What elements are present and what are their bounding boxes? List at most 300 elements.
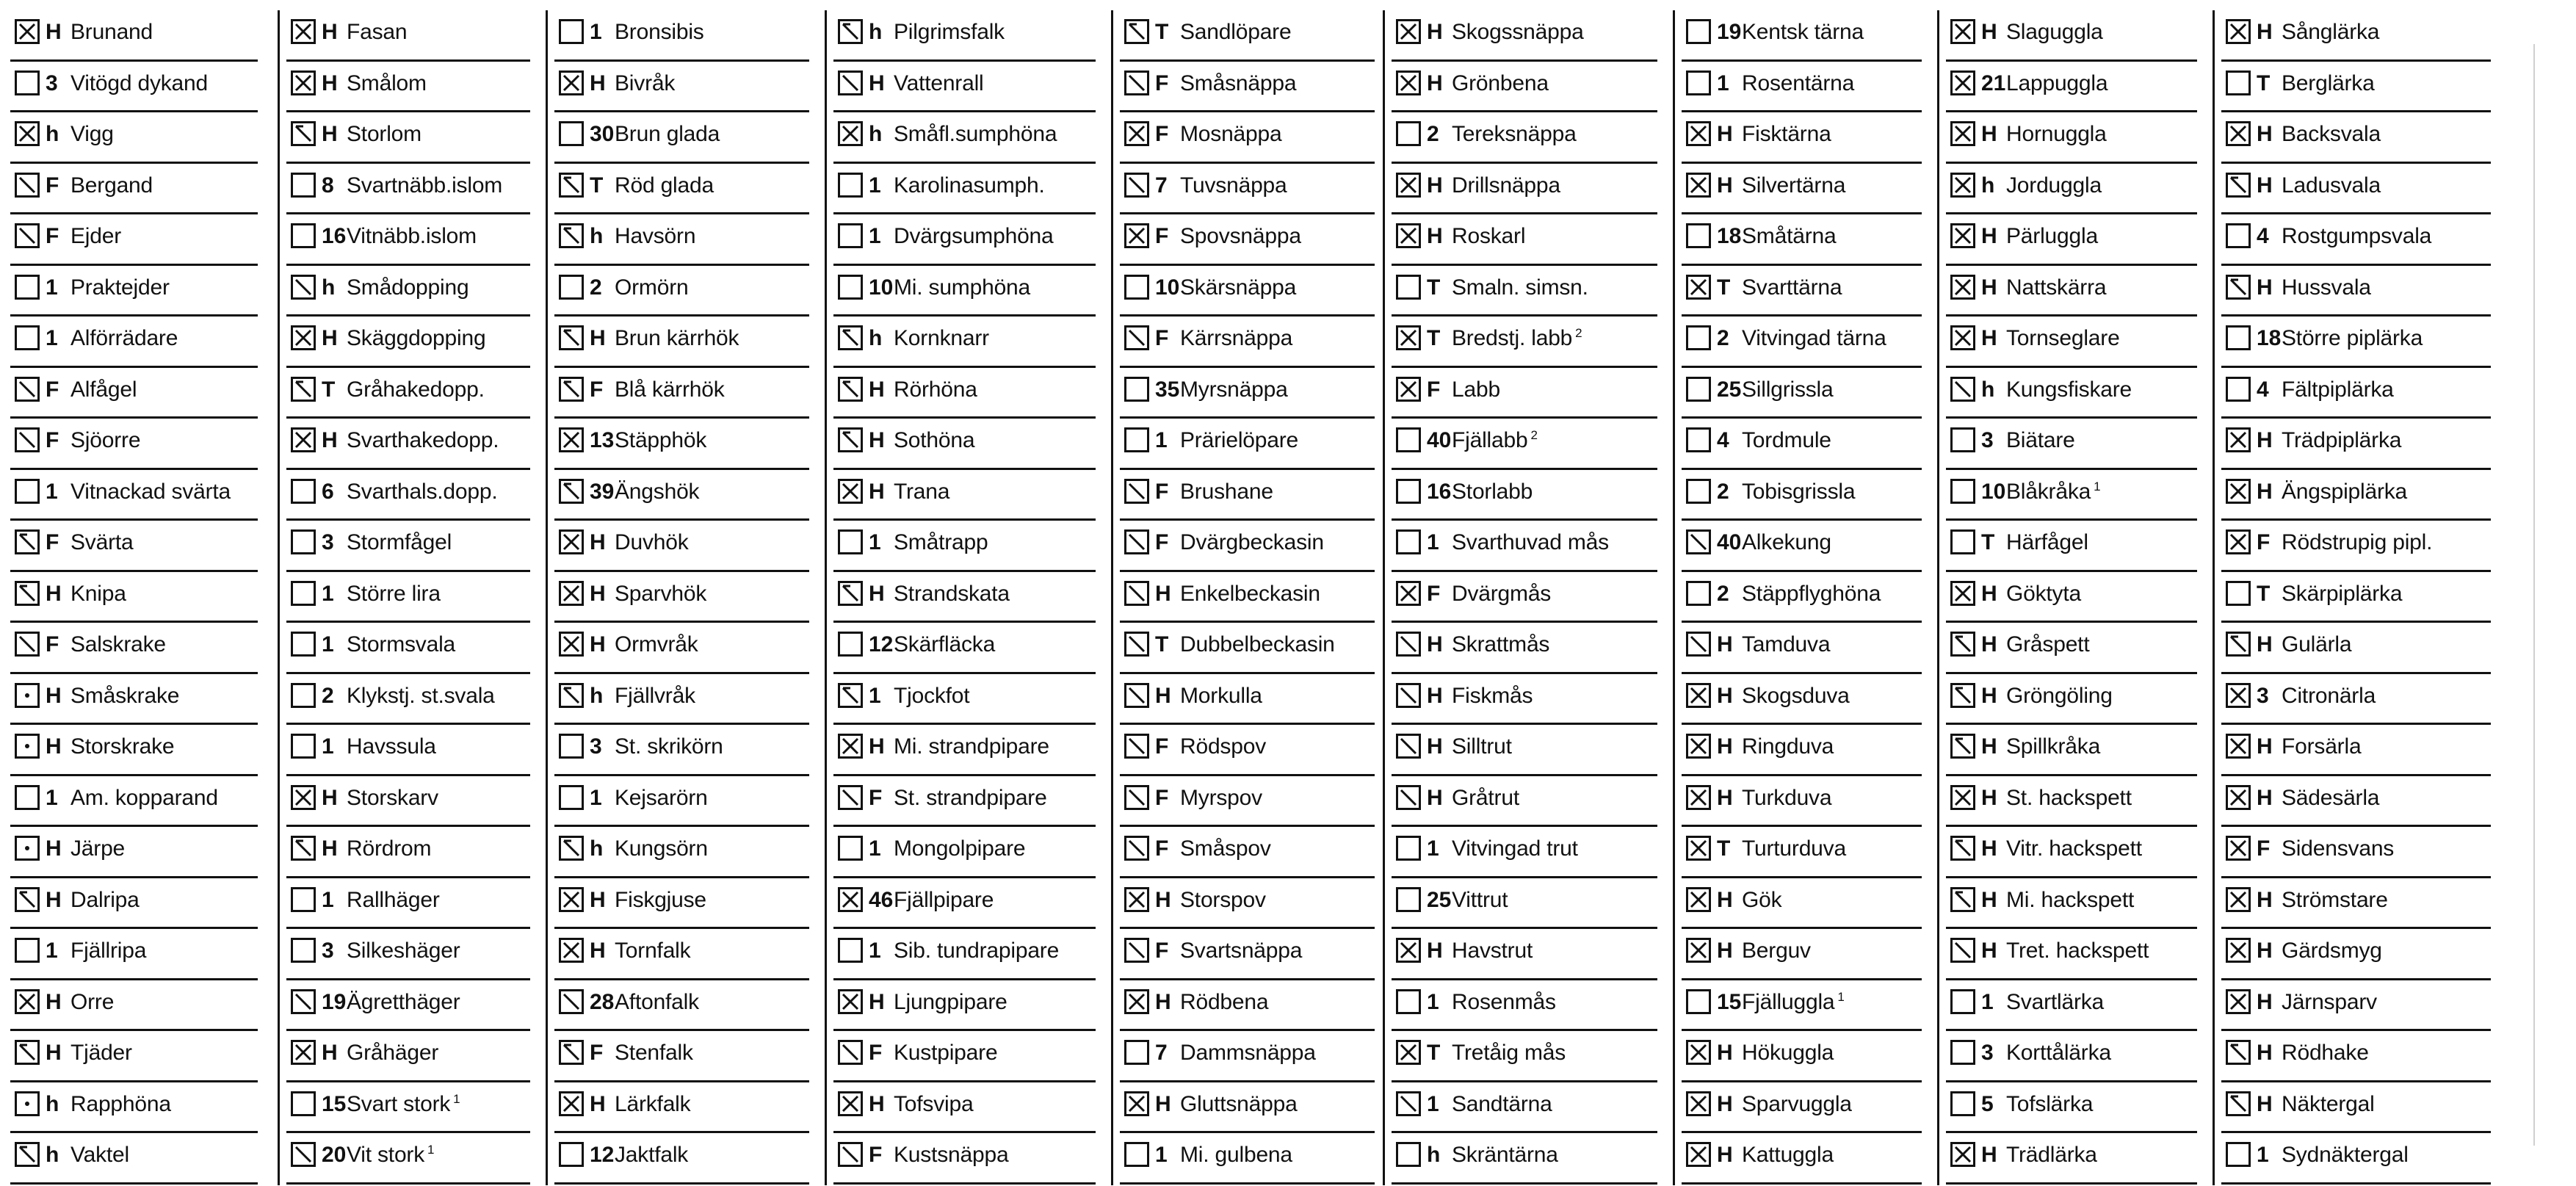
species-name: Jorduggla [2006, 173, 2102, 198]
checkbox-cross-icon[interactable] [1686, 1091, 1711, 1116]
species-name: Sillgrissla [1742, 377, 1834, 402]
status-code: F [46, 632, 59, 657]
checkbox-empty-icon[interactable] [1686, 427, 1711, 452]
checkbox-empty-icon[interactable] [559, 1142, 584, 1167]
checkbox-slash-icon[interactable] [838, 1142, 863, 1167]
status-code: h [1981, 377, 1995, 402]
checkbox-empty-icon[interactable] [2226, 325, 2251, 350]
checkbox-empty-icon[interactable] [15, 70, 40, 95]
checkbox-check-icon[interactable] [15, 581, 40, 606]
checkbox-cross-icon[interactable] [2226, 938, 2251, 963]
species-row-hökuggla [1682, 1031, 1922, 1082]
checkbox-empty-icon[interactable] [1124, 1142, 1149, 1167]
species-name: Ägretthäger [347, 989, 460, 1014]
checkbox-check-icon[interactable] [838, 377, 863, 402]
checkbox-cross-icon[interactable] [1686, 938, 1711, 963]
checkbox-cross-icon[interactable] [291, 19, 316, 44]
checkbox-cross-icon[interactable] [291, 70, 316, 95]
status-code: 3 [1981, 428, 1994, 452]
status-code: h [46, 1143, 59, 1167]
status-code: 3 [322, 530, 334, 554]
checkbox-empty-icon[interactable] [1396, 275, 1421, 300]
status-code: 1 [1155, 1143, 1168, 1167]
checkbox-check-icon[interactable] [838, 325, 863, 350]
checkbox-cross-icon[interactable] [559, 70, 584, 95]
status-code: H [1427, 70, 1443, 95]
checkbox-cross-icon[interactable] [1950, 173, 1975, 198]
species-row-småspov [1120, 827, 1375, 878]
checkbox-empty-icon[interactable] [291, 581, 316, 606]
checkbox-cross-icon[interactable] [1124, 887, 1149, 912]
species-row-fjällabb [1392, 419, 1657, 470]
checkbox-cross-icon[interactable] [2226, 121, 2251, 146]
checkbox-empty-icon[interactable] [1124, 1040, 1149, 1065]
checkbox-cross-icon[interactable] [559, 938, 584, 963]
status-code: 1 [1717, 70, 1729, 95]
checkbox-empty-icon[interactable] [291, 734, 316, 759]
species-row-ormörn [554, 266, 809, 317]
checkbox-slash-icon[interactable] [1950, 938, 1975, 963]
status-code: H [2257, 785, 2273, 810]
status-code: H [590, 530, 606, 554]
checkbox-cross-icon[interactable] [1950, 19, 1975, 44]
checkbox-dot-icon[interactable] [15, 836, 40, 861]
checkbox-slash-icon[interactable] [1396, 1091, 1421, 1116]
species-row-smaln-simsn [1392, 266, 1657, 317]
status-code: 1 [1981, 989, 1994, 1014]
status-code: T [1717, 275, 1731, 300]
checkbox-check-icon[interactable] [15, 1040, 40, 1065]
species-name: Rallhäger [347, 887, 440, 912]
species-name: Lärkfalk [615, 1091, 691, 1116]
checkbox-slash-icon[interactable] [838, 70, 863, 95]
checkbox-slash-icon[interactable] [1124, 70, 1149, 95]
status-code: H [2257, 939, 2273, 963]
checkbox-check-icon[interactable] [838, 581, 863, 606]
checkbox-empty-icon[interactable] [1686, 989, 1711, 1014]
checkbox-empty-icon[interactable] [838, 275, 863, 300]
checkbox-cross-icon[interactable] [838, 989, 863, 1014]
checkbox-empty-icon[interactable] [1686, 479, 1711, 504]
checkbox-empty-icon[interactable] [1950, 479, 1975, 504]
checkbox-check-icon[interactable] [15, 1142, 40, 1167]
checkbox-check-icon[interactable] [1950, 683, 1975, 708]
checkbox-empty-icon[interactable] [1950, 427, 1975, 452]
species-name: Gök [1742, 887, 1782, 912]
checkbox-empty-icon[interactable] [15, 325, 40, 350]
checkbox-empty-icon[interactable] [559, 734, 584, 759]
status-code: 20 [322, 1143, 347, 1167]
checkbox-check-icon[interactable] [15, 529, 40, 554]
checkbox-empty-icon[interactable] [1950, 1091, 1975, 1116]
status-code: 2 [1717, 326, 1729, 350]
checkbox-cross-icon[interactable] [1686, 173, 1711, 198]
checkbox-slash-icon[interactable] [1124, 836, 1149, 861]
checkbox-empty-icon[interactable] [1124, 275, 1149, 300]
species-name: Mosnäppa [1180, 122, 1282, 146]
checkbox-empty-icon[interactable] [2226, 581, 2251, 606]
checkbox-empty-icon[interactable] [1396, 1142, 1421, 1167]
status-code: H [2257, 734, 2273, 759]
checkbox-empty-icon[interactable] [559, 785, 584, 810]
checkbox-cross-icon[interactable] [1950, 325, 1975, 350]
checkbox-cross-icon[interactable] [1686, 836, 1711, 861]
checkbox-cross-icon[interactable] [1950, 223, 1975, 248]
species-name: Am. kopparand [70, 785, 218, 810]
species-name: Dvärgmås [1452, 581, 1552, 606]
species-row-dubbelbeckasin [1120, 623, 1375, 674]
species-name: Skräntärna [1452, 1143, 1558, 1167]
checkbox-empty-icon[interactable] [291, 632, 316, 657]
checkbox-cross-icon[interactable] [1124, 989, 1149, 1014]
species-row-fasan [286, 10, 530, 62]
checkbox-slash-icon[interactable] [1124, 325, 1149, 350]
species-name: Dalripa [70, 887, 140, 912]
checkbox-cross-icon[interactable] [2226, 734, 2251, 759]
checkbox-cross-icon[interactable] [1396, 377, 1421, 402]
checkbox-check-icon[interactable] [1950, 734, 1975, 759]
checkbox-check-icon[interactable] [559, 173, 584, 198]
checkbox-dot-icon[interactable] [15, 1091, 40, 1116]
checkbox-cross-icon[interactable] [2226, 836, 2251, 861]
checkbox-cross-icon[interactable] [1686, 275, 1711, 300]
checkbox-empty-icon[interactable] [1396, 529, 1421, 554]
checkbox-slash-icon[interactable] [1124, 632, 1149, 657]
checkbox-cross-icon[interactable] [2226, 19, 2251, 44]
checkbox-cross-icon[interactable] [1950, 70, 1975, 95]
species-name: Fjällpipare [894, 887, 994, 912]
checkbox-empty-icon[interactable] [838, 938, 863, 963]
checkbox-empty-icon[interactable] [1686, 223, 1711, 248]
checkbox-empty-icon[interactable] [2226, 223, 2251, 248]
species-row-havstrut [1392, 929, 1657, 980]
checkbox-slash-icon[interactable] [15, 377, 40, 402]
checkbox-empty-icon[interactable] [291, 938, 316, 963]
checkbox-empty-icon[interactable] [838, 632, 863, 657]
checkbox-slash-icon[interactable] [1950, 377, 1975, 402]
checkbox-cross-icon[interactable] [2226, 785, 2251, 810]
species-row-tobisgrissla [1682, 470, 1922, 521]
status-code: 7 [1155, 1041, 1168, 1065]
species-name: Bivråk [615, 70, 676, 95]
species-name: Fiskgjuse [615, 887, 706, 912]
checkbox-cross-icon[interactable] [559, 1091, 584, 1116]
checkbox-empty-icon[interactable] [838, 173, 863, 198]
checkbox-cross-icon[interactable] [1950, 1142, 1975, 1167]
checkbox-slash-icon[interactable] [1396, 785, 1421, 810]
checkbox-slash-icon[interactable] [1124, 581, 1149, 606]
checkbox-empty-icon[interactable] [2226, 70, 2251, 95]
checkbox-slash-icon[interactable] [1686, 632, 1711, 657]
checkbox-slash-icon[interactable] [1124, 734, 1149, 759]
species-row-tretåig-mås [1392, 1031, 1657, 1082]
checkbox-cross-icon[interactable] [1686, 121, 1711, 146]
species-row-stäpphök [554, 419, 809, 470]
checkbox-empty-icon[interactable] [291, 479, 316, 504]
species-name: Dubbelbeckasin [1180, 632, 1335, 657]
status-code: h [46, 1091, 59, 1116]
checkbox-cross-icon[interactable] [1396, 325, 1421, 350]
checkbox-cross-icon[interactable] [1396, 1040, 1421, 1065]
species-row-dalripa [10, 878, 258, 930]
species-row-stenfalk [554, 1031, 809, 1082]
checkbox-empty-icon[interactable] [1686, 19, 1711, 44]
checkbox-check-icon[interactable] [1950, 632, 1975, 657]
checkbox-empty-icon[interactable] [1686, 377, 1711, 402]
status-code: H [1981, 683, 1997, 708]
checkbox-cross-icon[interactable] [1950, 581, 1975, 606]
species-row-karolinasumph [833, 164, 1096, 215]
status-code: 2 [1427, 122, 1439, 146]
checkbox-cross-icon[interactable] [1396, 70, 1421, 95]
species-row-myrsnäppa [1120, 368, 1375, 419]
checkbox-check-icon[interactable] [559, 377, 584, 402]
checkbox-slash-icon[interactable] [1124, 479, 1149, 504]
checkbox-slash-icon[interactable] [15, 632, 40, 657]
checkbox-cross-icon[interactable] [1950, 785, 1975, 810]
species-row-prärielöpare [1120, 419, 1375, 470]
species-name: Gluttsnäppa [1180, 1091, 1298, 1116]
checkbox-cross-icon[interactable] [2226, 427, 2251, 452]
species-row-sydnäktergal [2221, 1133, 2491, 1185]
status-code: H [2257, 122, 2273, 146]
checkbox-empty-icon[interactable] [1686, 581, 1711, 606]
checkbox-dot-icon[interactable] [15, 734, 40, 759]
checkbox-cross-icon[interactable] [1124, 223, 1149, 248]
checkbox-empty-icon[interactable] [1124, 377, 1149, 402]
checkbox-cross-icon[interactable] [838, 121, 863, 146]
checkbox-check-icon[interactable] [2226, 1040, 2251, 1065]
checkbox-slash-icon[interactable] [1124, 683, 1149, 708]
checklist-column [554, 10, 822, 1185]
checkbox-empty-icon[interactable] [1396, 989, 1421, 1014]
checkbox-cross-icon[interactable] [1124, 121, 1149, 146]
checkbox-cross-icon[interactable] [2226, 529, 2251, 554]
footnote-marker: 1 [2094, 479, 2101, 493]
checkbox-slash-icon[interactable] [1124, 785, 1149, 810]
species-row-ängshök [554, 470, 809, 521]
checkbox-empty-icon[interactable] [1950, 529, 1975, 554]
checkbox-cross-icon[interactable] [838, 1091, 863, 1116]
checkbox-empty-icon[interactable] [1396, 836, 1421, 861]
checkbox-empty-icon[interactable] [2226, 377, 2251, 402]
checkbox-cross-icon[interactable] [1686, 785, 1711, 810]
species-row-gluttsnäppa [1120, 1082, 1375, 1134]
checkbox-slash-icon[interactable] [1124, 173, 1149, 198]
checkbox-empty-icon[interactable] [291, 887, 316, 912]
checkbox-check-icon[interactable] [838, 683, 863, 708]
checkbox-check-icon[interactable] [291, 836, 316, 861]
checkbox-cross-icon[interactable] [559, 529, 584, 554]
checkbox-empty-icon[interactable] [291, 223, 316, 248]
species-row-vittrut [1392, 878, 1657, 930]
checkbox-slash-icon[interactable] [1686, 529, 1711, 554]
checkbox-check-icon[interactable] [559, 325, 584, 350]
species-name: Turturduva [1742, 836, 1846, 861]
status-code: H [1427, 939, 1443, 963]
checkbox-empty-icon[interactable] [1686, 325, 1711, 350]
checkbox-cross-icon[interactable] [1124, 1091, 1149, 1116]
checkbox-slash-icon[interactable] [838, 785, 863, 810]
species-row-forsärla [2221, 725, 2491, 776]
checkbox-empty-icon[interactable] [2226, 1142, 2251, 1167]
checkbox-slash-icon[interactable] [1396, 734, 1421, 759]
checkbox-cross-icon[interactable] [1396, 173, 1421, 198]
checkbox-empty-icon[interactable] [838, 529, 863, 554]
checkbox-cross-icon[interactable] [1686, 887, 1711, 912]
species-row-dvärgmås [1392, 572, 1657, 623]
species-row-vitnäbb-islom [286, 214, 530, 266]
checkbox-check-icon[interactable] [2226, 173, 2251, 198]
species-row-pärluggla [1946, 214, 2197, 266]
checkbox-cross-icon[interactable] [838, 887, 863, 912]
checkbox-empty-icon[interactable] [838, 836, 863, 861]
species-name: Mongolpipare [894, 836, 1026, 861]
checkbox-empty-icon[interactable] [559, 275, 584, 300]
species-row-stormfågel [286, 521, 530, 572]
checkbox-check-icon[interactable] [559, 836, 584, 861]
checkbox-empty-icon[interactable] [1396, 887, 1421, 912]
checkbox-check-icon[interactable] [559, 1040, 584, 1065]
checkbox-check-icon[interactable] [2226, 632, 2251, 657]
checkbox-slash-icon[interactable] [1396, 632, 1421, 657]
species-row-knipa [10, 572, 258, 623]
checkbox-cross-icon[interactable] [2226, 989, 2251, 1014]
checkbox-check-icon[interactable] [559, 223, 584, 248]
checkbox-check-icon[interactable] [838, 427, 863, 452]
checkbox-empty-icon[interactable] [291, 173, 316, 198]
checkbox-cross-icon[interactable] [559, 887, 584, 912]
checkbox-check-icon[interactable] [1124, 19, 1149, 44]
checkbox-slash-icon[interactable] [291, 1142, 316, 1167]
species-row-trädlärka [1946, 1133, 2197, 1185]
checkbox-check-icon[interactable] [559, 683, 584, 708]
checkbox-cross-icon[interactable] [1686, 683, 1711, 708]
status-code: H [590, 632, 606, 657]
checkbox-slash-icon[interactable] [15, 173, 40, 198]
checkbox-empty-icon[interactable] [1950, 989, 1975, 1014]
checkbox-cross-icon[interactable] [1396, 19, 1421, 44]
species-row-storskarv [286, 776, 530, 828]
checkbox-empty-icon[interactable] [1396, 121, 1421, 146]
checkbox-slash-icon[interactable] [1124, 529, 1149, 554]
checkbox-empty-icon[interactable] [559, 19, 584, 44]
species-row-hussvala [2221, 266, 2491, 317]
species-row-kejsarörn [554, 776, 809, 828]
checkbox-slash-icon[interactable] [15, 427, 40, 452]
checkbox-cross-icon[interactable] [838, 479, 863, 504]
checkbox-cross-icon[interactable] [15, 121, 40, 146]
checkbox-check-icon[interactable] [1950, 836, 1975, 861]
species-name: Skogsduva [1742, 683, 1850, 708]
checkbox-empty-icon[interactable] [291, 1091, 316, 1116]
checkbox-cross-icon[interactable] [559, 581, 584, 606]
status-code: H [869, 428, 885, 452]
species-row-blå-kärrhök [554, 368, 809, 419]
checkbox-empty-icon[interactable] [1396, 427, 1421, 452]
checkbox-cross-icon[interactable] [1396, 938, 1421, 963]
checkbox-cross-icon[interactable] [838, 734, 863, 759]
species-name: Tornseglare [2006, 326, 2120, 350]
checkbox-check-icon[interactable] [2226, 1091, 2251, 1116]
checkbox-empty-icon[interactable] [15, 275, 40, 300]
checkbox-cross-icon[interactable] [1686, 1040, 1711, 1065]
checkbox-empty-icon[interactable] [15, 479, 40, 504]
checkbox-slash-icon[interactable] [838, 1040, 863, 1065]
checkbox-cross-icon[interactable] [1686, 1142, 1711, 1167]
checkbox-cross-icon[interactable] [1950, 121, 1975, 146]
species-name: Härfågel [2006, 530, 2088, 554]
checkbox-empty-icon[interactable] [838, 223, 863, 248]
species-name: Nattskärra [2006, 275, 2107, 300]
checkbox-cross-icon[interactable] [2226, 479, 2251, 504]
species-name: Tofsvipa [894, 1091, 974, 1116]
checkbox-cross-icon[interactable] [1686, 734, 1711, 759]
checkbox-cross-icon[interactable] [291, 325, 316, 350]
checkbox-cross-icon[interactable] [291, 427, 316, 452]
checkbox-cross-icon[interactable] [15, 989, 40, 1014]
species-row-fjällripa [10, 929, 258, 980]
checkbox-slash-icon[interactable] [1396, 683, 1421, 708]
checkbox-cross-icon[interactable] [2226, 887, 2251, 912]
species-row-st-skrikörn [554, 725, 809, 776]
checkbox-check-icon[interactable] [291, 377, 316, 402]
checkbox-dot-icon[interactable] [15, 683, 40, 708]
species-row-slaguggla [1946, 10, 2197, 62]
species-name: Vitvingad trut [1452, 836, 1578, 861]
checkbox-empty-icon[interactable] [15, 785, 40, 810]
checkbox-cross-icon[interactable] [291, 785, 316, 810]
checkbox-cross-icon[interactable] [559, 427, 584, 452]
checkbox-cross-icon[interactable] [1396, 581, 1421, 606]
species-name: Skärsnäppa [1180, 275, 1297, 300]
checkbox-check-icon[interactable] [559, 479, 584, 504]
status-code: H [46, 887, 62, 912]
checkbox-slash-icon[interactable] [1124, 938, 1149, 963]
checkbox-slash-icon[interactable] [291, 989, 316, 1014]
status-code: H [590, 939, 606, 963]
checkbox-cross-icon[interactable] [1396, 223, 1421, 248]
status-code: 7 [1155, 173, 1168, 198]
checkbox-check-icon[interactable] [838, 19, 863, 44]
checkbox-empty-icon[interactable] [291, 529, 316, 554]
checkbox-empty-icon[interactable] [291, 683, 316, 708]
checkbox-empty-icon[interactable] [1950, 1040, 1975, 1065]
checkbox-empty-icon[interactable] [1124, 427, 1149, 452]
checkbox-cross-icon[interactable] [291, 1040, 316, 1065]
checkbox-empty-icon[interactable] [1396, 479, 1421, 504]
species-name: Smaln. simsn. [1452, 275, 1588, 300]
checkbox-cross-icon[interactable] [559, 632, 584, 657]
checkbox-empty-icon[interactable] [15, 938, 40, 963]
checkbox-check-icon[interactable] [291, 121, 316, 146]
status-code: H [1427, 20, 1443, 44]
checkbox-slash-icon[interactable] [559, 989, 584, 1014]
checkbox-slash-icon[interactable] [15, 223, 40, 248]
checkbox-empty-icon[interactable] [559, 121, 584, 146]
checkbox-cross-icon[interactable] [2226, 683, 2251, 708]
checkbox-cross-icon[interactable] [1950, 275, 1975, 300]
checkbox-empty-icon[interactable] [1686, 70, 1711, 95]
checkbox-check-icon[interactable] [2226, 275, 2251, 300]
checkbox-slash-icon[interactable] [291, 275, 316, 300]
checkbox-check-icon[interactable] [15, 887, 40, 912]
checkbox-check-icon[interactable] [1950, 887, 1975, 912]
status-code: 10 [1981, 479, 2006, 504]
checkbox-cross-icon[interactable] [15, 19, 40, 44]
status-code: 1 [322, 632, 334, 657]
species-name: Fisktärna [1742, 122, 1831, 146]
